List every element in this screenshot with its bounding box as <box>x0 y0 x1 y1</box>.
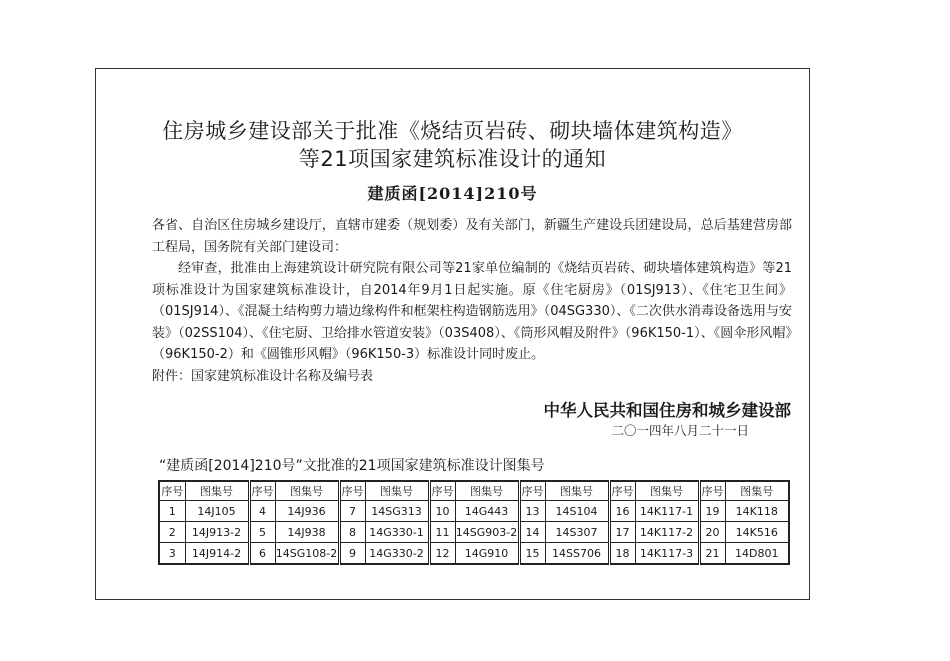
atlas-code-cell: 14J105 <box>185 501 249 522</box>
atlas-code-cell: 14J936 <box>275 501 339 522</box>
atlas-code-cell: 14G330-2 <box>365 543 429 565</box>
atlas-code-cell: 14K516 <box>725 522 789 543</box>
serial-cell: 3 <box>159 543 185 565</box>
serial-cell: 10 <box>429 501 455 522</box>
serial-cell: 18 <box>609 543 635 565</box>
serial-cell: 17 <box>609 522 635 543</box>
header-serial: 序号 <box>699 481 725 501</box>
serial-cell: 2 <box>159 522 185 543</box>
serial-cell: 14 <box>519 522 545 543</box>
serial-cell: 7 <box>339 501 365 522</box>
serial-cell: 4 <box>249 501 275 522</box>
atlas-code-cell: 14SG903-2 <box>455 522 519 543</box>
atlas-code-cell: 14G330-1 <box>365 522 429 543</box>
notice-title-line1: 住房城乡建设部关于批准《烧结页岩砖、砌块墙体建筑构造》 <box>162 119 743 143</box>
atlas-code-cell: 14J913-2 <box>185 522 249 543</box>
header-atlas-code: 图集号 <box>275 481 339 501</box>
atlas-code-cell: 14D801 <box>725 543 789 565</box>
notice-title-line2: 等21项国家建筑标准设计的通知 <box>298 147 607 171</box>
table-row <box>159 501 789 522</box>
header-atlas-code: 图集号 <box>365 481 429 501</box>
serial-cell: 12 <box>429 543 455 565</box>
serial-cell: 6 <box>249 543 275 565</box>
atlas-code-cell: 14S104 <box>545 501 609 522</box>
serial-cell: 9 <box>339 543 365 565</box>
header-atlas-code: 图集号 <box>185 481 249 501</box>
serial-cell: 19 <box>699 501 725 522</box>
notice-body <box>152 215 792 387</box>
header-atlas-code: 图集号 <box>725 481 789 501</box>
header-serial: 序号 <box>519 481 545 501</box>
attachment-line: 附件：国家建筑标准设计名称及编号表 <box>152 368 374 384</box>
header-serial: 序号 <box>339 481 365 501</box>
addressee-paragraph: 各省、自治区住房城乡建设厅，直辖市建委（规划委）及有关部门，新疆生产建设兵团建设局，总后基建营房部工程局，国务院有关部门建设司： <box>152 218 792 255</box>
atlas-code-cell: 14K117-1 <box>635 501 699 522</box>
atlas-code-cell: 14K117-3 <box>635 543 699 565</box>
document-number: 建质函[2014]210号 <box>367 184 538 203</box>
atlas-code-cell: 14SS706 <box>545 543 609 565</box>
table-row <box>159 543 789 565</box>
issue-date: 二〇一四年八月二十一日 <box>611 423 749 438</box>
atlas-code-cell: 14S307 <box>545 522 609 543</box>
notice-frame <box>95 68 810 600</box>
atlas-number-table <box>158 480 790 565</box>
header-atlas-code: 图集号 <box>545 481 609 501</box>
atlas-code-cell: 14K118 <box>725 501 789 522</box>
serial-cell: 15 <box>519 543 545 565</box>
serial-cell: 13 <box>519 501 545 522</box>
header-serial: 序号 <box>429 481 455 501</box>
header-atlas-code: 图集号 <box>635 481 699 501</box>
atlas-code-cell: 14G443 <box>455 501 519 522</box>
table-caption: “建质函[2014]210号”文批准的21项国家建筑标准设计图集号 <box>159 458 545 474</box>
serial-cell: 16 <box>609 501 635 522</box>
serial-cell: 20 <box>699 522 725 543</box>
atlas-code-cell: 14J938 <box>275 522 339 543</box>
serial-cell: 11 <box>429 522 455 543</box>
atlas-code-cell: 14J914-2 <box>185 543 249 565</box>
atlas-code-cell: 14SG108-2 <box>275 543 339 565</box>
serial-cell: 5 <box>249 522 275 543</box>
atlas-code-cell: 14K117-2 <box>635 522 699 543</box>
serial-cell: 21 <box>699 543 725 565</box>
serial-cell: 1 <box>159 501 185 522</box>
table-header-row <box>159 481 789 501</box>
approval-paragraph: 经审查，批准由上海建筑设计研究院有限公司等21家单位编制的《烧结页岩砖、砌块墙体建筑构造》等21项标准设计为国家建筑标准设计，自2014年9月1日起实施。原《住宅厨房》（01SJ913）、《住宅卫生间》（01SJ914）、《混凝土结构剪力墙边缘构件和框架柱构造钢筋选用》（04SG330）、《二次供水消毒设备选用与安装》（02SS104）、《住宅厨、卫给排水管道安装》（03S408）、《筒形风帽及附件》（96K150-1）、《圆伞形风帽》（96K150-2）和《圆锥形风帽》（96K150-3）标准设计同时废止。 <box>152 261 792 362</box>
header-atlas-code: 图集号 <box>455 481 519 501</box>
header-serial: 序号 <box>249 481 275 501</box>
issuing-authority: 中华人民共和国住房和城乡建设部 <box>543 401 791 420</box>
atlas-code-cell: 14SG313 <box>365 501 429 522</box>
header-serial: 序号 <box>609 481 635 501</box>
serial-cell: 8 <box>339 522 365 543</box>
header-serial: 序号 <box>159 481 185 501</box>
atlas-code-cell: 14G910 <box>455 543 519 565</box>
table-row <box>159 522 789 543</box>
